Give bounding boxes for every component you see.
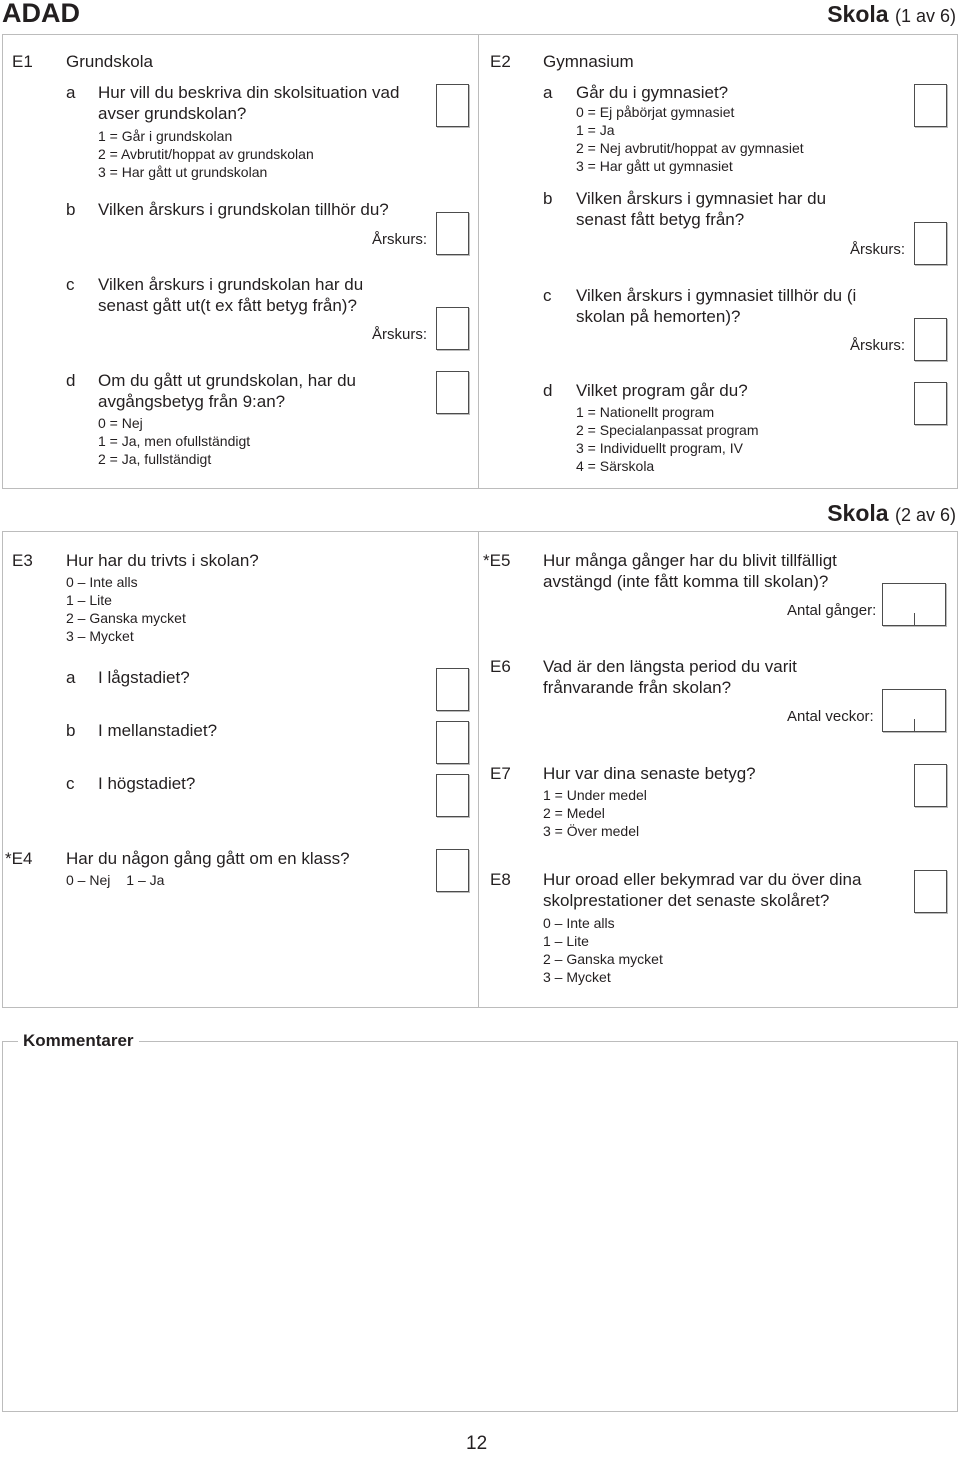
question-e2b: Vilken årskurs i gymnasiet har du senast fått betyg från? bbox=[576, 189, 827, 229]
question-e1d: Om du gått ut grundskolan, har du avgångsbetyg från 9:an? bbox=[98, 371, 356, 411]
option-yes: 1 – Ja bbox=[126, 872, 165, 888]
item-letter-e1a: a bbox=[66, 83, 76, 102]
scale-option: 2 – Ganska mycket bbox=[543, 951, 663, 967]
option: 1 = Nationellt program bbox=[576, 404, 715, 420]
answer-box-e7[interactable] bbox=[914, 764, 947, 807]
scale-option: 3 – Mycket bbox=[543, 969, 611, 985]
scale-option: 0 – Inte alls bbox=[66, 574, 138, 590]
label-arskurs-e2c: Årskurs: bbox=[850, 337, 906, 354]
question-e4: Har du någon gång gått om en klass? bbox=[66, 849, 350, 868]
scale-option: 2 – Ganska mycket bbox=[66, 610, 186, 626]
label-arskurs-e1b: Årskurs: bbox=[372, 231, 428, 248]
question-e3: Hur har du trivts i skolan? bbox=[66, 551, 259, 570]
section-title-1 bbox=[827, 1, 956, 29]
section-title: Skola bbox=[827, 1, 889, 27]
digit-divider bbox=[914, 613, 915, 625]
page-number: 12 bbox=[466, 1433, 488, 1454]
options-e4 bbox=[66, 871, 164, 889]
item-letter-e2a: a bbox=[543, 83, 553, 102]
question-id-e5: *E5 bbox=[483, 551, 511, 570]
label-antal-ganger: Antal gånger: bbox=[787, 602, 877, 619]
option: 3 = Individuellt program, IV bbox=[576, 440, 743, 456]
label-arskurs-e2b: Årskurs: bbox=[850, 241, 906, 258]
answer-box-e8[interactable] bbox=[914, 870, 947, 913]
item-letter-e3b: b bbox=[66, 721, 76, 740]
question-e8: Hur oroad eller bekymrad var du över dina skolprestationer det senaste skolåret? bbox=[543, 870, 862, 910]
question-e2a: Går du i gymnasiet? bbox=[576, 83, 729, 102]
question-id-e2: E2 bbox=[490, 52, 511, 71]
column-divider-2 bbox=[478, 531, 479, 1008]
question-e2d: Vilket program går du? bbox=[576, 381, 748, 400]
column-divider-1 bbox=[478, 34, 479, 489]
question-e3a: I lågstadiet? bbox=[98, 668, 190, 687]
page-info: (1 av 6) bbox=[894, 6, 956, 26]
item-letter-e1c: c bbox=[66, 275, 75, 294]
question-id-e7: E7 bbox=[490, 764, 511, 783]
answer-box-e2c[interactable] bbox=[914, 318, 947, 361]
option: 2 = Ja, fullständigt bbox=[98, 451, 212, 467]
question-id-e4: *E4 bbox=[5, 849, 33, 868]
item-letter-e1b: b bbox=[66, 200, 76, 219]
answer-box-e3c[interactable] bbox=[436, 774, 469, 817]
option: 3 = Har gått ut gymnasiet bbox=[576, 158, 733, 174]
question-e3c: I högstadiet? bbox=[98, 774, 196, 793]
answer-box-e2a[interactable] bbox=[914, 84, 947, 127]
question-e7: Hur var dina senaste betyg? bbox=[543, 764, 756, 783]
item-letter-e2b: b bbox=[543, 189, 553, 208]
answer-box-e6[interactable] bbox=[882, 689, 946, 732]
answer-box-e2b[interactable] bbox=[914, 222, 947, 265]
question-e5: Hur många gånger har du blivit tillfälligt avstängd (inte fått komma till skolan)? bbox=[543, 551, 837, 591]
answer-box-e1a[interactable] bbox=[436, 84, 469, 127]
question-id-e3: E3 bbox=[12, 551, 33, 570]
answer-box-e3b[interactable] bbox=[436, 721, 469, 764]
section-heading-grundskola: Grundskola bbox=[66, 52, 153, 71]
scale-e8 bbox=[543, 914, 663, 986]
label-antal-veckor: Antal veckor: bbox=[787, 708, 874, 725]
question-id-e8: E8 bbox=[490, 870, 511, 889]
answer-box-e4[interactable] bbox=[436, 849, 469, 892]
question-e1b: Vilken årskurs i grundskolan tillhör du? bbox=[98, 200, 389, 219]
option: 0 = Ej påbörjat gymnasiet bbox=[576, 104, 735, 120]
option: 2 = Avbrutit/hoppat av grundskolan bbox=[98, 146, 314, 162]
option: 2 = Specialanpassat program bbox=[576, 422, 759, 438]
question-id-e6: E6 bbox=[490, 657, 511, 676]
page-info: (2 av 6) bbox=[894, 505, 956, 525]
option: 2 = Medel bbox=[543, 805, 605, 821]
option: 2 = Nej avbrutit/hoppat av gymnasiet bbox=[576, 140, 804, 156]
digit-divider bbox=[914, 719, 915, 731]
option: 1 = Ja bbox=[576, 122, 615, 138]
section-title-2 bbox=[827, 500, 956, 528]
section-heading-gymnasium: Gymnasium bbox=[543, 52, 634, 71]
options-e2d bbox=[576, 403, 759, 475]
scale-option: 1 – Lite bbox=[66, 592, 112, 608]
scale-option: 3 – Mycket bbox=[66, 628, 134, 644]
scale-e3 bbox=[66, 573, 186, 645]
item-letter-e2d: d bbox=[543, 381, 553, 400]
answer-box-e2d[interactable] bbox=[914, 382, 947, 425]
item-letter-e3a: a bbox=[66, 668, 76, 687]
form-code: ADAD bbox=[2, 0, 80, 28]
scale-option: 0 – Inte alls bbox=[543, 915, 615, 931]
answer-box-e1b[interactable] bbox=[436, 212, 469, 255]
option-no: 0 – Nej bbox=[66, 872, 111, 888]
options-e1d bbox=[98, 414, 250, 468]
option: 1 = Går i grundskolan bbox=[98, 128, 233, 144]
question-e6: Vad är den längsta period du varit frånvarande från skolan? bbox=[543, 657, 797, 697]
question-e1c: Vilken årskurs i grundskolan har du senast gått ut(t ex fått betyg från)? bbox=[98, 275, 364, 315]
option: 1 = Under medel bbox=[543, 787, 647, 803]
options-e2a bbox=[576, 103, 804, 175]
item-letter-e3c: c bbox=[66, 774, 75, 793]
scale-option: 1 – Lite bbox=[543, 933, 589, 949]
question-e3b: I mellanstadiet? bbox=[98, 721, 218, 740]
answer-box-e5[interactable] bbox=[882, 583, 946, 626]
comments-box[interactable] bbox=[2, 1041, 958, 1412]
item-letter-e2c: c bbox=[543, 286, 552, 305]
option: 4 = Särskola bbox=[576, 458, 655, 474]
section-title: Skola bbox=[827, 500, 889, 526]
question-e2c: Vilken årskurs i gymnasiet tillhör du (i skolan på hemorten)? bbox=[576, 286, 857, 326]
option: 3 = Har gått ut grundskolan bbox=[98, 164, 268, 180]
comments-title: Kommentarer bbox=[18, 1031, 139, 1051]
option: 3 = Över medel bbox=[543, 823, 640, 839]
options-e1a bbox=[98, 127, 314, 181]
item-letter-e1d: d bbox=[66, 371, 76, 390]
question-e1a: Hur vill du beskriva din skolsituation vad avser grundskolan? bbox=[98, 83, 400, 123]
answer-box-e1d[interactable] bbox=[436, 371, 469, 414]
options-e7 bbox=[543, 786, 647, 840]
answer-box-e1c[interactable] bbox=[436, 307, 469, 350]
option: 0 = Nej bbox=[98, 415, 143, 431]
label-arskurs-e1c: Årskurs: bbox=[372, 326, 428, 343]
question-id-e1: E1 bbox=[12, 52, 33, 71]
option: 1 = Ja, men ofullständigt bbox=[98, 433, 251, 449]
answer-box-e3a[interactable] bbox=[436, 668, 469, 711]
